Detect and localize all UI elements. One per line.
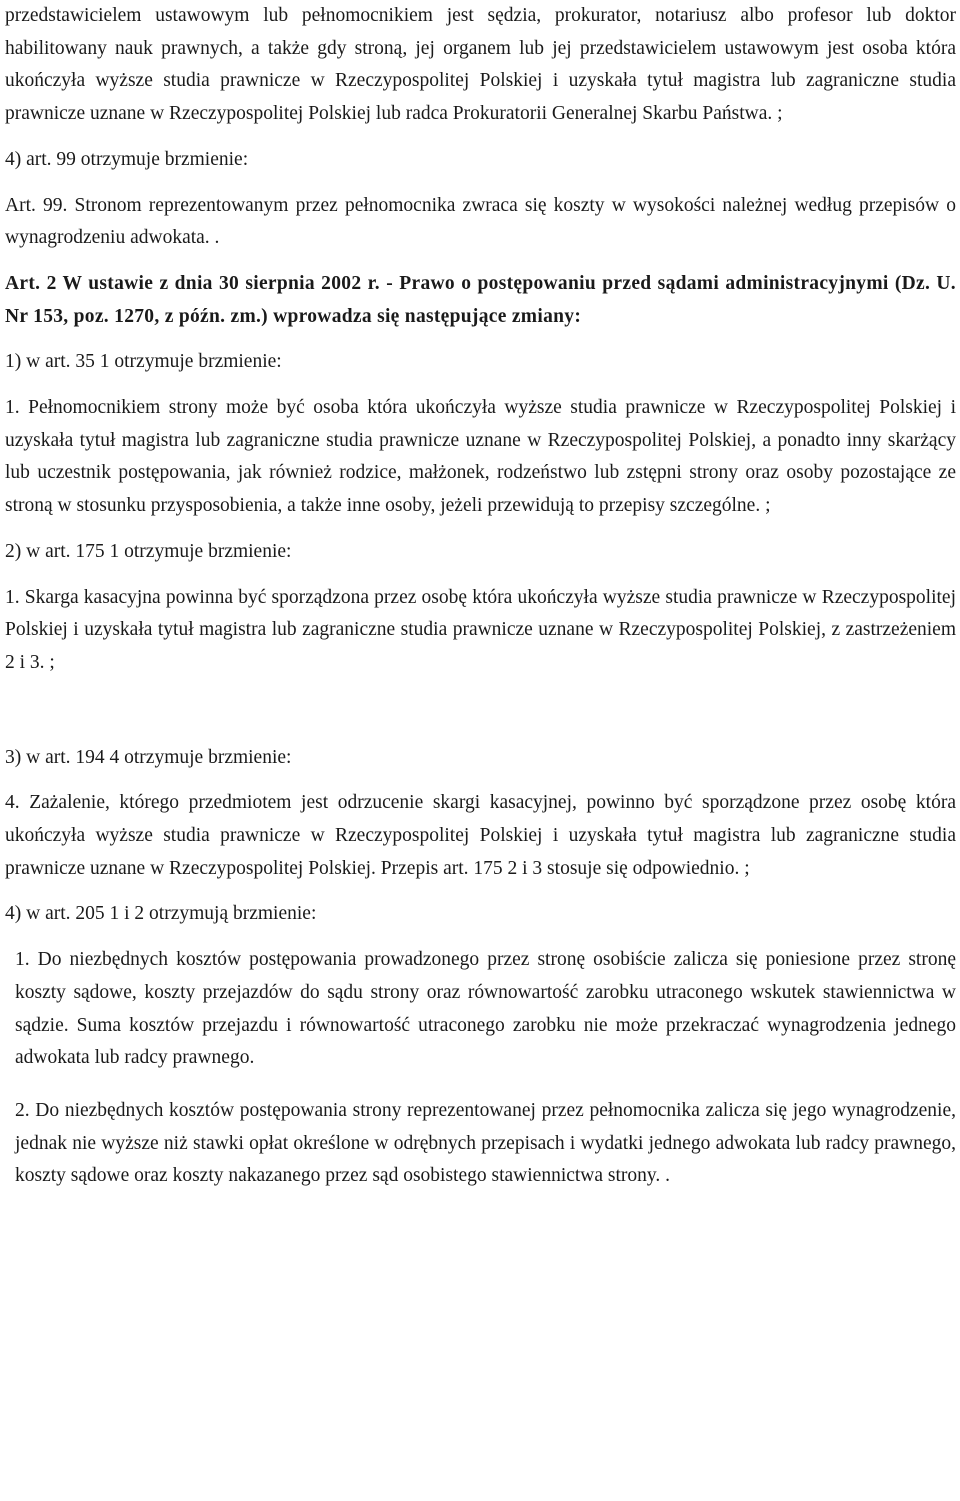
change1-header: 1) w art. 35 1 otrzymuje brzmienie:: [5, 351, 282, 373]
change4-text-2: 2. Do niezbędnych kosztów postępowania strony reprezentowanej przez pełnomocnika zalicza się jego wynagrodzenie, jednak nie wyższe niż stawki opłat określone w odrębnych przepisach i wydatki jednego adwokata lub radcy prawnego, koszty sądowe oraz koszty nakazanego przez sąd osobistego stawiennictwa strony. .: [15, 1099, 956, 1187]
change1-text: 1. Pełnomocnikiem strony może być osoba która ukończyła wyższe studia prawnicze w Rzeczypospolitej Polskiej i uzyskała tytuł magistra lub zagraniczne studia prawnicze uznane w Rzeczypospolitej Polskiej, a ponadto inny skarżący lub uczestnik postępowania, jak również rodzice, małżonek, rodzeństwo lub zstępni strony oraz osoby pozostające ze stroną w stosunku przysposobienia, a także inne osoby, jeżeli przewidują to przepisy szczególne. ;: [5, 397, 956, 517]
art99-text: Art. 99. Stronom reprezentowanym przez pełnomocnika zwraca się koszty w wysokości należnej według przepisów o wynagrodzeniu adwokata. .: [5, 194, 956, 249]
change4-header: 4) w art. 205 1 i 2 otrzymują brzmienie:: [5, 903, 317, 925]
change2-text: 1. Skarga kasacyjna powinna być sporządzona przez osobę która ukończyła wyższe studia prawnicze w Rzeczypospolitej Polskiej i uzyskała tytuł magistra lub zagraniczne studia prawnicze uznane w Rzeczypospolitej Polskiej, z zastrzeżeniem 2 i 3. ;: [5, 586, 956, 673]
change3-header: 3) w art. 194 4 otrzymuje brzmienie:: [5, 746, 292, 768]
document-page: [5, 0, 956, 1193]
paragraph-continuation: przedstawicielem ustawowym lub pełnomocnikiem jest sędzia, prokurator, notariusz albo profesor lub doktor habilitowany nauk prawnych, a także gdy stroną, jej organem lub jej przedstawicielem ustawowym jest osoba która ukończyła wyższe studia prawnicze w Rzeczypospolitej Polskiej i uzyskała tytuł magistra lub zagraniczne studia prawnicze uznane w Rzeczypospolitej Polskiej lub radca Prokuratorii Generalnej Skarbu Państwa. ;: [5, 5, 956, 125]
change2-header: 2) w art. 175 1 otrzymuje brzmienie:: [5, 540, 292, 562]
art2-heading: Art. 2 W ustawie z dnia 30 sierpnia 2002 r. - Prawo o postępowaniu przed sądami administracyjnymi (Dz. U. Nr 153, poz. 1270, z późn. zm.) wprowadza się następujące zmiany:: [5, 272, 956, 327]
change3-text: 4. Zażalenie, którego przedmiotem jest odrzucenie skargi kasacyjnej, powinno być sporządzone przez osobę która ukończyła wyższe studia prawnicze w Rzeczypospolitej Polskiej i uzyskała tytuł magistra lub zagraniczne studia prawnicze uznane w Rzeczypospolitej Polskiej. Przepis art. 175 2 i 3 stosuje się odpowiednio. ;: [5, 792, 956, 879]
change4-text-1: 1. Do niezbędnych kosztów postępowania prowadzonego przez stronę osobiście zalicza się poniesione przez stronę koszty sądowe, koszty przejazdów do sądu strony oraz równowartość zarobku utraconego wskutek stawiennictwa w sądzie. Suma kosztów przejazdu i równowartość utraconego zarobku nie może przekraczać wynagrodzenia jednego adwokata lub radcy prawnego.: [15, 949, 956, 1069]
item4-header: 4) art. 99 otrzymuje brzmienie:: [5, 148, 249, 170]
